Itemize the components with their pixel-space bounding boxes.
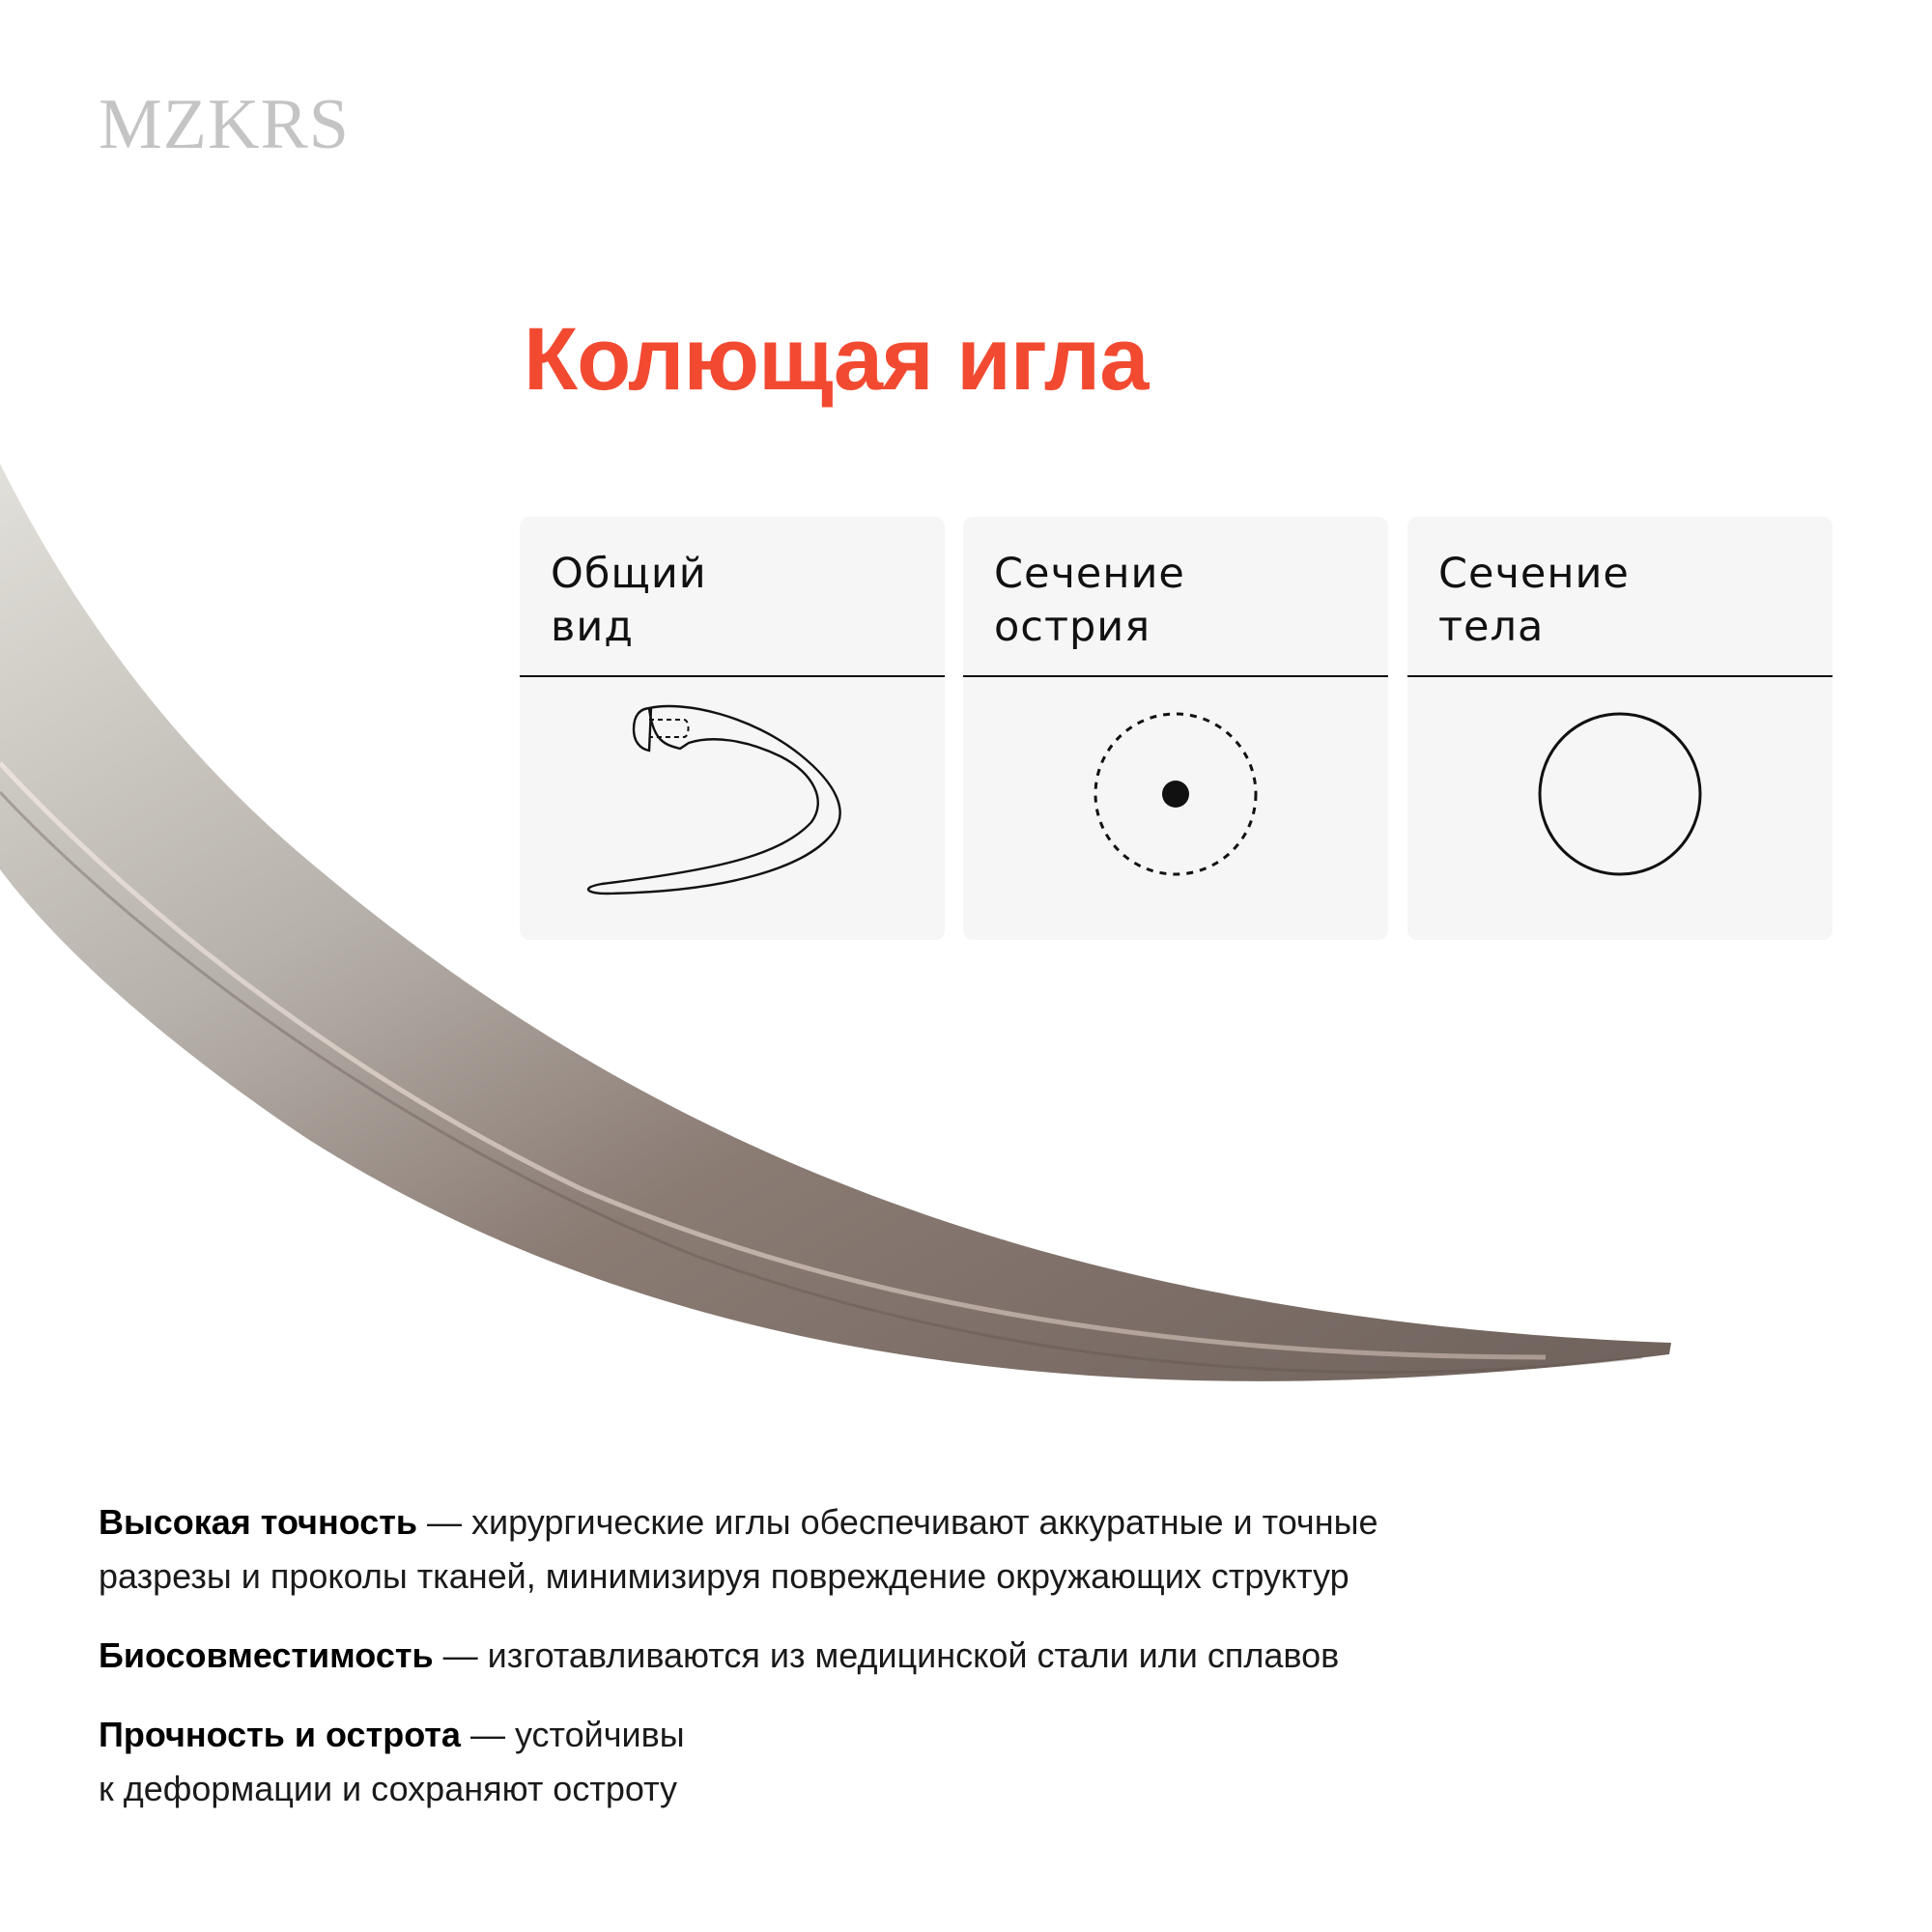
- feature-title: Высокая точность: [99, 1502, 417, 1542]
- feature-item: [99, 1708, 1644, 1816]
- feature-item: [99, 1629, 1644, 1683]
- feature-title: Биосовместимость: [99, 1635, 434, 1675]
- feature-text: — изготавливаются из медицинской стали или сплавов: [433, 1635, 1340, 1675]
- page-title: Колющая игла: [524, 310, 1149, 409]
- feature-text: — устойчивы к деформации и сохраняют остроту: [99, 1715, 685, 1808]
- needle-outline-icon: [520, 677, 945, 940]
- feature-title: Прочность и острота: [99, 1715, 461, 1754]
- card-point-section: [963, 517, 1388, 940]
- card-body-section: [1407, 517, 1833, 940]
- brand-logo: MZKRS: [99, 85, 350, 164]
- card-general-view: [520, 517, 945, 940]
- features-list: [99, 1495, 1644, 1841]
- circle-outline-icon: [1407, 677, 1833, 940]
- card-label: Общий вид: [551, 550, 707, 651]
- card-label: Сечение острия: [994, 550, 1185, 651]
- feature-item: [99, 1495, 1644, 1604]
- feature-text: — хирургические иглы обеспечивают аккуратные и точные разрезы и проколы тканей, минимизируя повреждение окружающих структур: [99, 1502, 1378, 1596]
- card-label: Сечение тела: [1438, 550, 1630, 651]
- dotted-circle-point-icon: [963, 677, 1388, 940]
